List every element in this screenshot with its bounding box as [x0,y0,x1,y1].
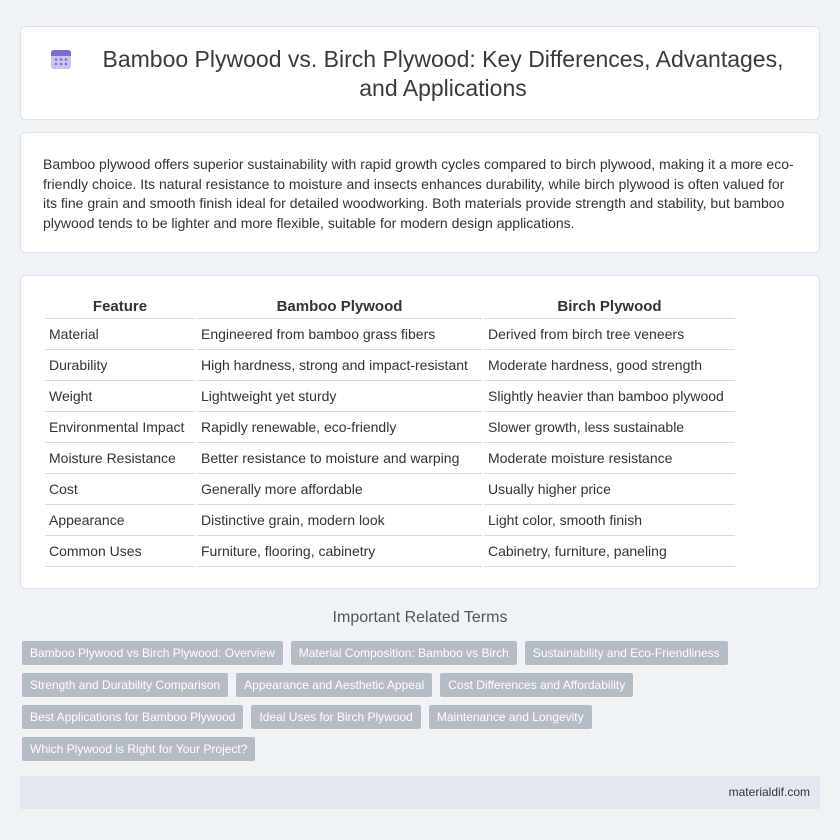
table-row [45,319,735,350]
page-title: Bamboo Plywood vs. Birch Plywood: Key Differences, Advantages, and Applications [102,46,784,101]
table-row [45,381,735,412]
bamboo-cell: Lightweight yet sturdy [197,381,482,412]
related-term-tag[interactable]: Material Composition: Bamboo vs Birch [291,641,517,665]
related-term-tag[interactable]: Which Plywood is Right for Your Project? [22,737,255,761]
bamboo-cell: Furniture, flooring, cabinetry [197,536,482,567]
table-row [45,350,735,381]
feature-cell: Environmental Impact [45,412,195,443]
birch-cell: Slightly heavier than bamboo plywood [484,381,735,412]
related-term-tag[interactable]: Strength and Durability Comparison [22,673,228,697]
feature-cell: Durability [45,350,195,381]
birch-cell: Light color, smooth finish [484,505,735,536]
table-row [45,536,735,567]
birch-cell: Cabinetry, furniture, paneling [484,536,735,567]
feature-cell: Appearance [45,505,195,536]
related-term-tag[interactable]: Cost Differences and Affordability [440,673,633,697]
bamboo-cell: Distinctive grain, modern look [197,505,482,536]
related-term-tag[interactable]: Ideal Uses for Birch Plywood [251,705,420,729]
table-row [45,474,735,505]
comparison-card [20,275,820,589]
birch-cell: Slower growth, less sustainable [484,412,735,443]
feature-cell: Common Uses [45,536,195,567]
related-term-tag[interactable]: Best Applications for Bamboo Plywood [22,705,243,729]
related-term-tag[interactable]: Bamboo Plywood vs Birch Plywood: Overview [22,641,283,665]
bamboo-cell: High hardness, strong and impact-resistant [197,350,482,381]
table-row [45,443,735,474]
birch-cell: Derived from birch tree veneers [484,319,735,350]
feature-cell: Weight [45,381,195,412]
birch-cell: Usually higher price [484,474,735,505]
bamboo-cell: Rapidly renewable, eco-friendly [197,412,482,443]
birch-cell: Moderate moisture resistance [484,443,735,474]
header-feature: Feature [45,295,195,319]
related-term-tag[interactable]: Appearance and Aesthetic Appeal [236,673,432,697]
intro-card [20,132,820,253]
header-bamboo: Bamboo Plywood [197,295,482,319]
bamboo-cell: Generally more affordable [197,474,482,505]
comparison-table [43,295,737,567]
feature-cell: Moisture Resistance [45,443,195,474]
site-name[interactable]: materialdif.com [728,785,810,799]
bamboo-cell: Engineered from bamboo grass fibers [197,319,482,350]
table-row [45,505,735,536]
related-terms-heading: Important Related Terms [332,609,508,626]
header-birch: Birch Plywood [484,295,735,319]
title-card [20,26,820,120]
related-terms-list [22,641,742,761]
footer [20,776,820,809]
bamboo-cell: Better resistance to moisture and warping [197,443,482,474]
feature-cell: Material [45,319,195,350]
table-row [45,412,735,443]
intro-paragraph: Bamboo plywood offers superior sustainability with rapid growth cycles compared to birch plywood, making it a more eco-friendly choice. Its natural resistance to moisture and insects enhances durability, while birch plywood is often valued for its fine grain and smooth finish ideal for detailed woodworking. Both materials provide strength and stability, but bamboo plywood tends to be lighter and more flexible, suitable for modern design applications. [43,156,794,231]
related-term-tag[interactable]: Sustainability and Eco-Friendliness [525,641,728,665]
feature-cell: Cost [45,474,195,505]
birch-cell: Moderate hardness, good strength [484,350,735,381]
table-header-row [45,295,735,319]
related-term-tag[interactable]: Maintenance and Longevity [429,705,592,729]
